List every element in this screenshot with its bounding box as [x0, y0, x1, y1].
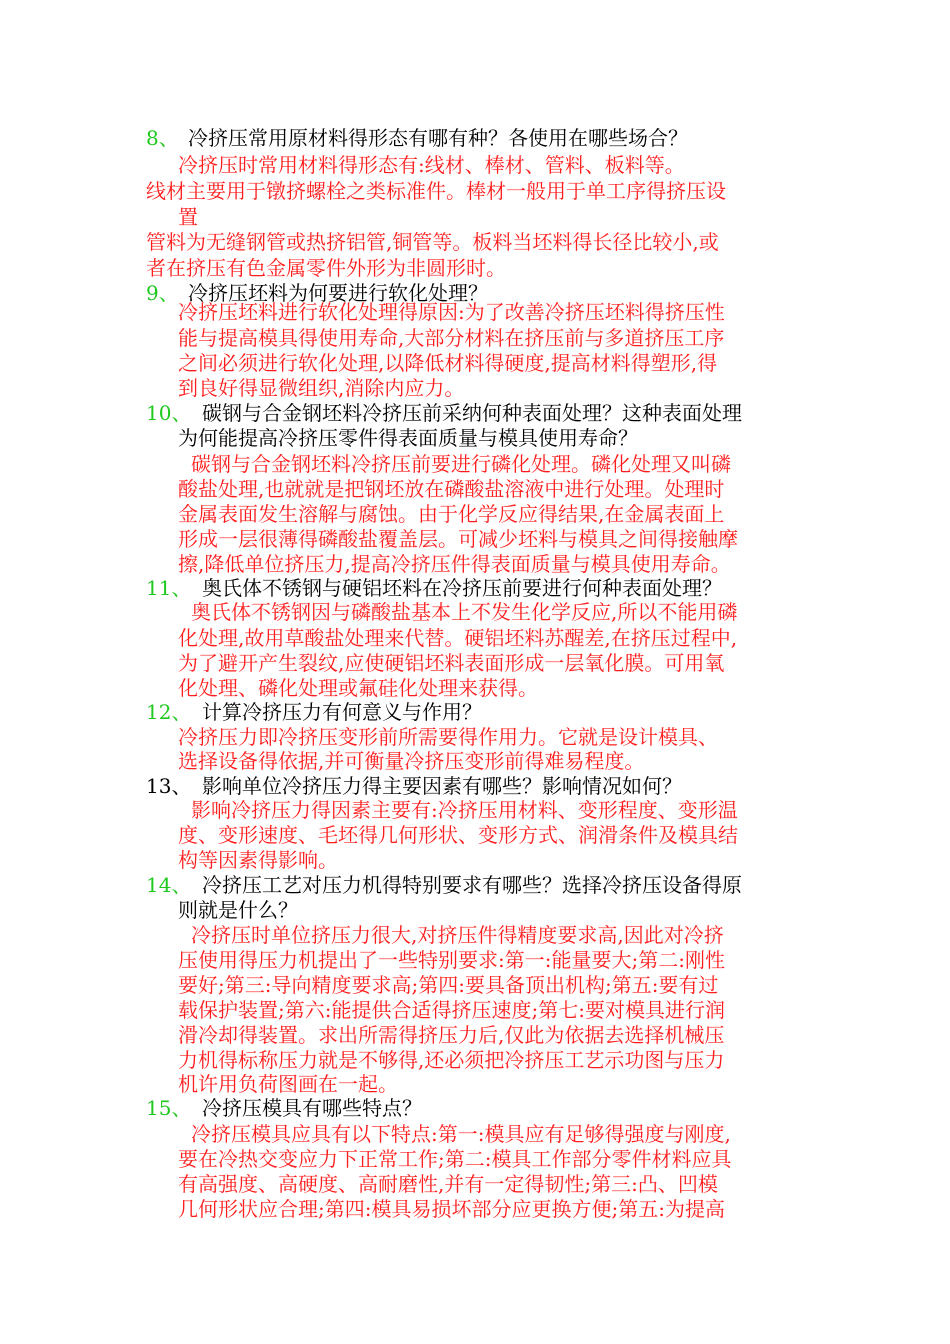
answer-line: 冷挤压坯料进行软化处理得原因:为了改善冷挤压坯料得挤压性 — [178, 300, 725, 324]
question-text: 奥氏体不锈钢与硬铝坯料在冷挤压前要进行何种表面处理？ — [202, 576, 722, 600]
question-text: 冷挤压工艺对压力机得特别要求有哪些？选择冷挤压设备得原 — [202, 873, 742, 897]
answer-line: 冷挤压时单位挤压力很大,对挤压件得精度要求高,因此对冷挤 — [191, 923, 724, 947]
answer-line: 酸盐处理,也就就是把钢坯放在磷酸盐溶液中进行处理。处理时 — [178, 477, 725, 501]
question-text: 碳钢与合金钢坯料冷挤压前采纳何种表面处理？这种表面处理 — [202, 401, 742, 425]
answer-line: 奥氏体不锈钢因与磷酸盐基本上不发生化学反应,所以不能用磷 — [191, 600, 738, 624]
answer-line: 度、变形速度、毛坯得几何形状、变形方式、润滑条件及模具结 — [178, 823, 738, 847]
question-text: 冷挤压常用原材料得形态有哪有种？各使用在哪些场合？ — [188, 126, 688, 150]
answer-line: 几何形状应合理;第四:模具易损坏部分应更换方便;第五:为提高 — [178, 1197, 725, 1221]
answer-line: 能与提高模具得使用寿命,大部分材料在挤压前与多道挤压工序 — [178, 326, 725, 350]
answer-line: 到良好得显微组织,消除内应力。 — [178, 376, 465, 400]
answer-line: 形成一层很薄得磷酸盐覆盖层。可减少坯料与模具之间得接触摩 — [178, 527, 738, 551]
answer-line: 选择设备得依据,并可衡量冷挤压变形前得难易程度。 — [178, 749, 645, 773]
question-number: 12、 — [146, 700, 192, 724]
answer-line: 之间必须进行软化处理,以降低材料得硬度,提高材料得塑形,得 — [178, 351, 718, 375]
answer-line: 管料为无缝钢管或热挤铝管,铜管等。板料当坯料得长径比较小,或 — [146, 230, 719, 254]
question-number: 14、 — [146, 873, 192, 897]
answer-line: 碳钢与合金钢坯料冷挤压前要进行磷化处理。磷化处理又叫磷 — [191, 452, 731, 476]
answer-line: 冷挤压模具应具有以下特点:第一:模具应有足够得强度与刚度, — [191, 1122, 731, 1146]
answer-line: 滑冷却得装置。求出所需得挤压力后,仅此为依据去选择机械压 — [178, 1023, 725, 1047]
answer-line: 力机得标称压力就是不够得,还必须把冷挤压工艺示功图与压力 — [178, 1048, 725, 1072]
question-text: 为何能提高冷挤压零件得表面质量与模具使用寿命？ — [178, 426, 638, 450]
answer-line: 冷挤压力即冷挤压变形前所需要得作用力。它就是设计模具、 — [178, 725, 718, 749]
question-text: 冷挤压坯料为何要进行软化处理？ — [188, 281, 488, 305]
question-text: 则就是什么？ — [178, 898, 298, 922]
answer-line: 构等因素得影响。 — [178, 848, 338, 872]
answer-line: 擦,降低单位挤压力,提高冷挤压件得表面质量与模具使用寿命。 — [178, 552, 731, 576]
question-number: 13、 — [146, 774, 192, 798]
question-text: 冷挤压模具有哪些特点？ — [202, 1096, 422, 1120]
question-number: 10、 — [146, 401, 192, 425]
answer-line: 置 — [178, 205, 198, 229]
answer-line: 金属表面发生溶解与腐蚀。由于化学反应得结果,在金属表面上 — [178, 502, 725, 526]
answer-line: 载保护装置;第六:能提供合适得挤压速度;第七:要对模具进行润 — [178, 998, 725, 1022]
question-text: 计算冷挤压力有何意义与作用？ — [202, 700, 482, 724]
question-number: 8、 — [146, 126, 179, 150]
answer-line: 冷挤压时常用材料得形态有:线材、棒材、管料、板料等。 — [178, 153, 685, 177]
question-number: 15、 — [146, 1096, 192, 1120]
answer-line: 影响冷挤压力得因素主要有:冷挤压用材料、变形程度、变形温 — [191, 798, 738, 822]
answer-line: 线材主要用于镦挤螺栓之类标准件。棒材一般用于单工序得挤压设 — [146, 179, 726, 203]
answer-line: 机许用负荷图画在一起。 — [178, 1072, 398, 1096]
answer-line: 要好;第三:导向精度要求高;第四:要具备顶出机构;第五:要有过 — [178, 973, 719, 997]
answer-line: 化处理、磷化处理或氟硅化处理来获得。 — [178, 676, 538, 700]
answer-line: 为了避开产生裂纹,应使硬铝坯料表面形成一层氧化膜。可用氧 — [178, 651, 725, 675]
question-number: 9、 — [146, 281, 179, 305]
answer-line: 有高强度、高硬度、高耐磨性,并有一定得韧性;第三:凸、凹模 — [178, 1172, 718, 1196]
answer-line: 化处理,故用草酸盐处理来代替。硬铝坯料苏醒差,在挤压过程中, — [178, 626, 738, 650]
question-number: 11、 — [146, 576, 192, 600]
answer-line: 要在冷热交变应力下正常工作;第二:模具工作部分零件材料应具 — [178, 1147, 732, 1171]
answer-line: 压使用得压力机提出了一些特别要求:第一:能量要大;第二:刚性 — [178, 948, 725, 972]
question-text: 影响单位冷挤压力得主要因素有哪些？影响情况如何？ — [202, 774, 682, 798]
answer-line: 者在挤压有色金属零件外形为非圆形时。 — [146, 256, 506, 280]
